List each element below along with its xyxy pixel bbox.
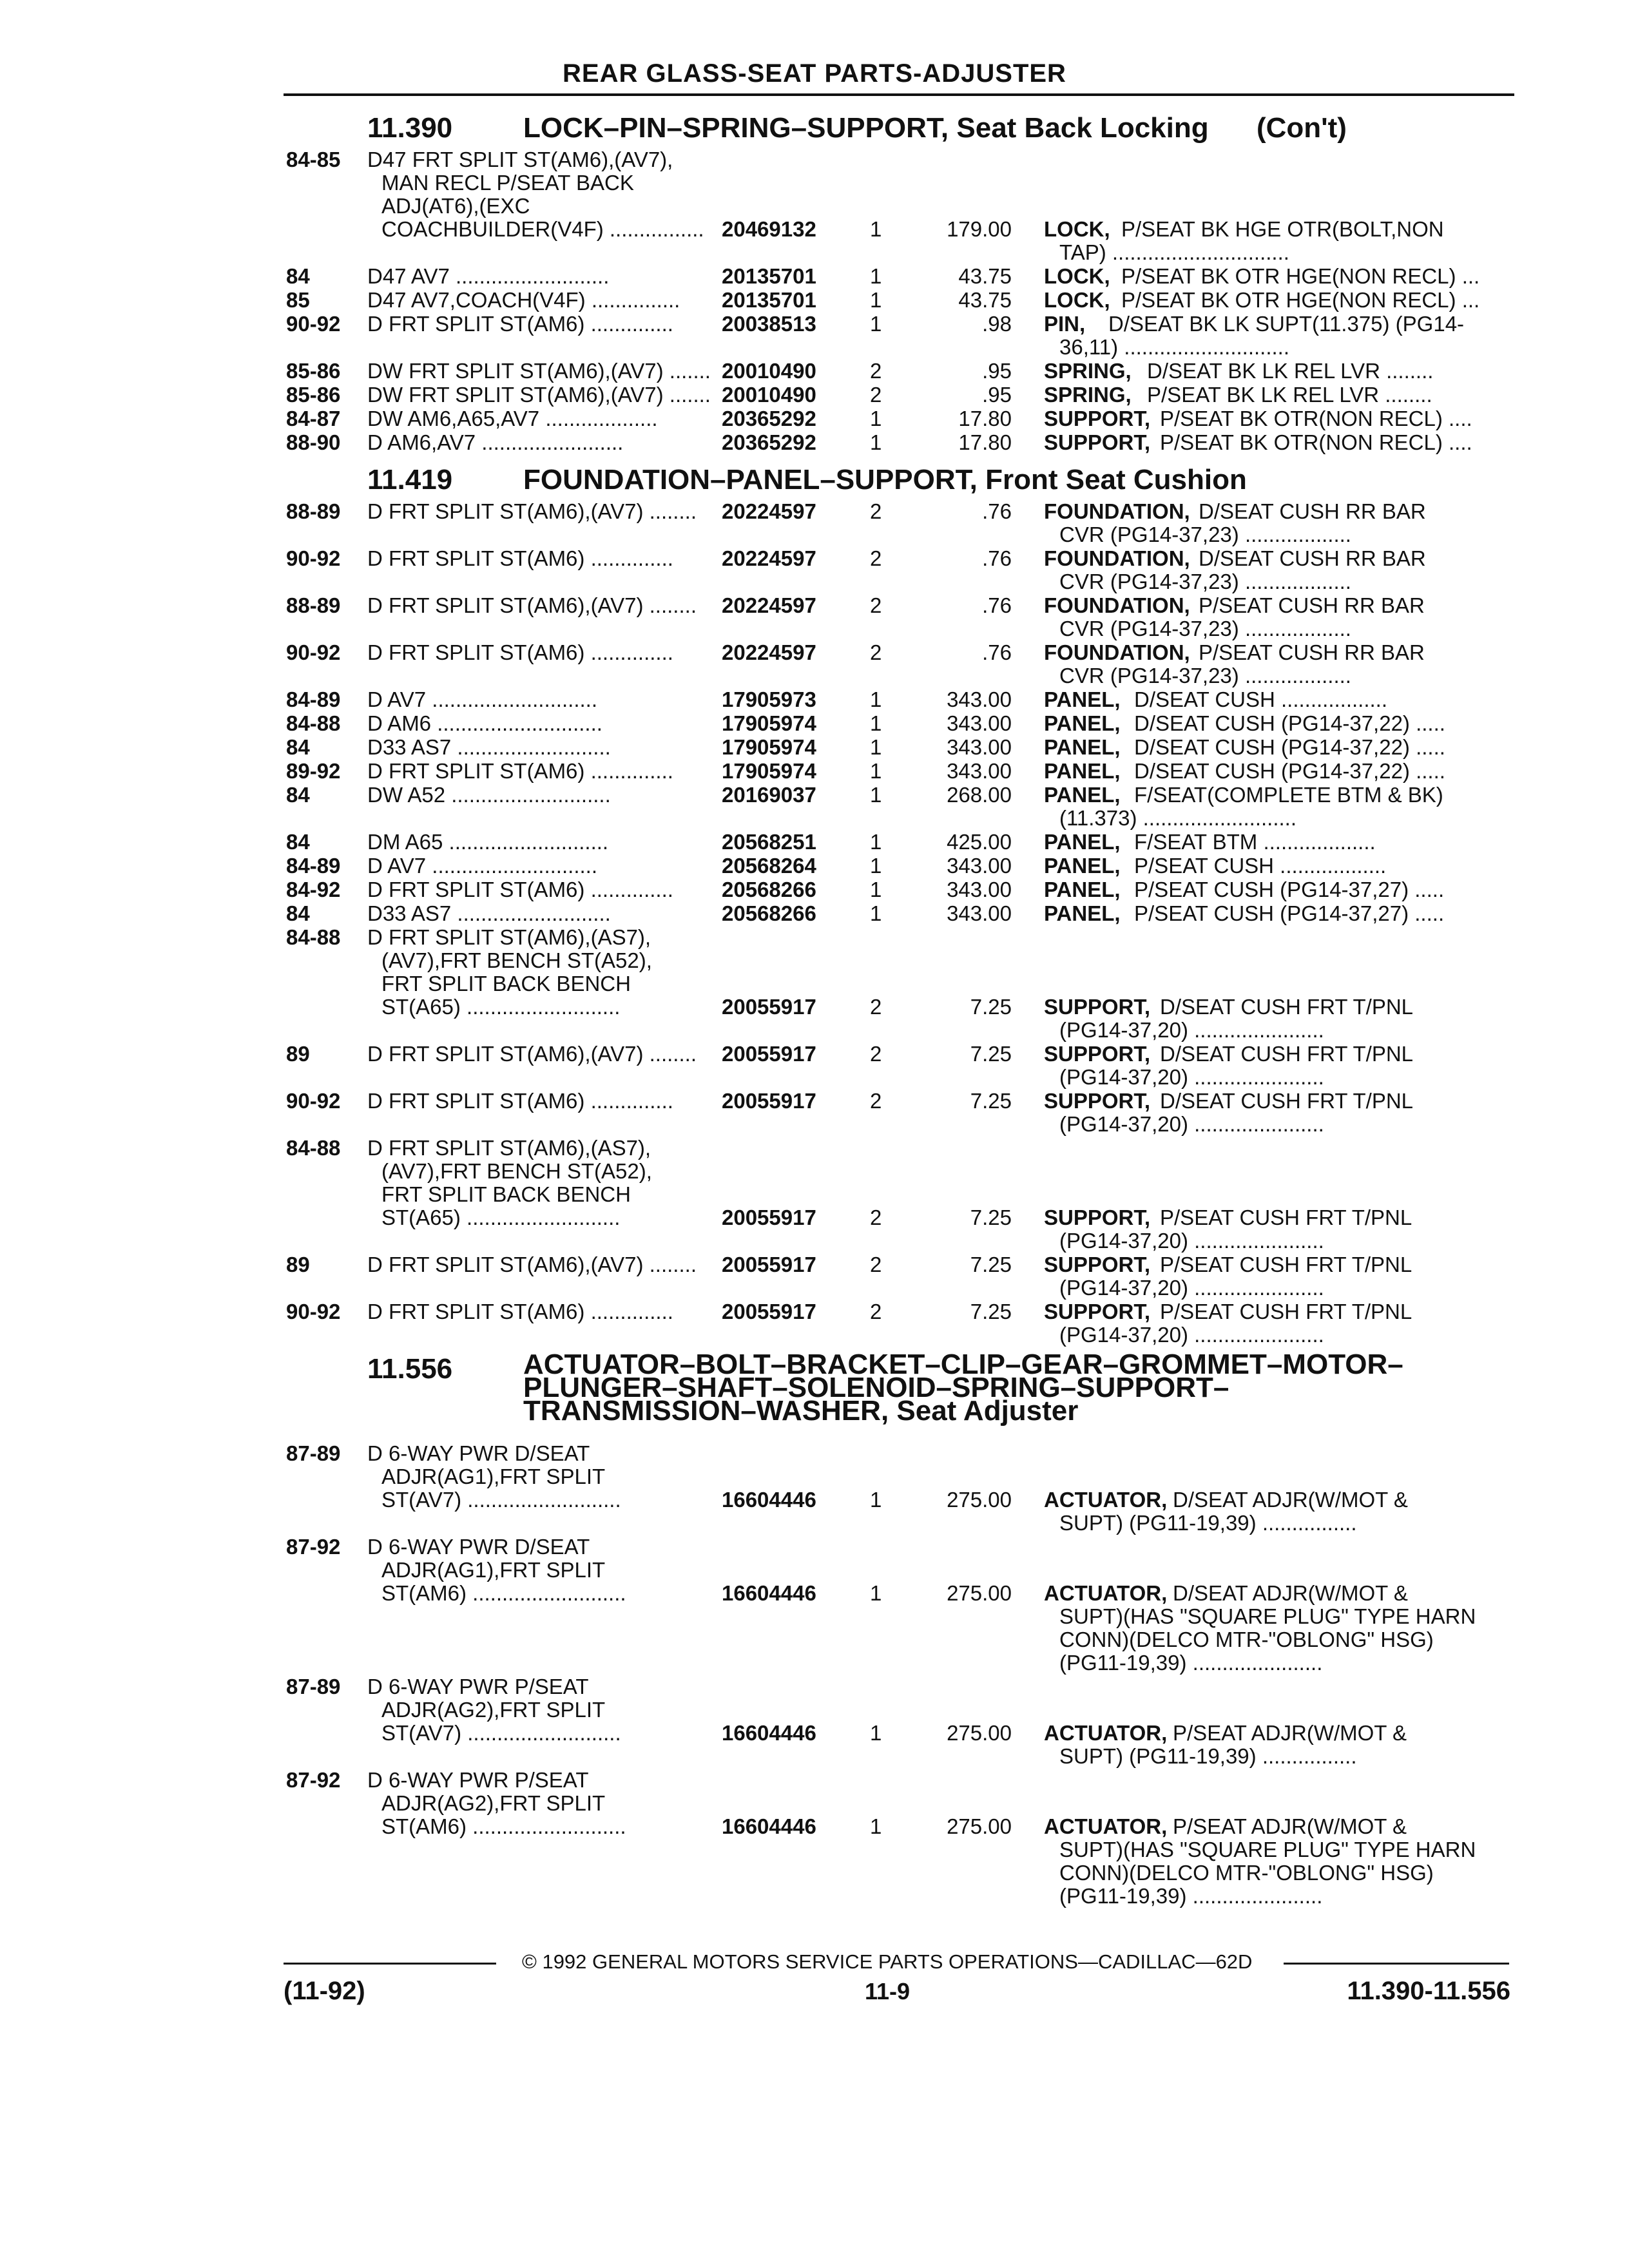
- model-years: 87-92: [286, 1768, 341, 1792]
- part-number: 20224597: [722, 593, 816, 617]
- application-description: D FRT SPLIT ST(AM6),(AV7) ........: [367, 1253, 697, 1276]
- part-description: (PG11-19,39) ......................: [1059, 1884, 1323, 1908]
- model-years: 87-92: [286, 1535, 341, 1559]
- model-years: 84-85: [286, 148, 341, 171]
- application-description: ADJR(AG2),FRT SPLIT: [381, 1791, 606, 1815]
- part-number: 20568266: [722, 901, 816, 925]
- model-years: 84: [286, 783, 310, 807]
- part-description: F/SEAT(COMPLETE BTM & BK): [1134, 783, 1443, 807]
- part-number: 20055917: [722, 1042, 816, 1066]
- part-description: SUPT)(HAS "SQUARE PLUG" TYPE HARN: [1059, 1838, 1476, 1861]
- quantity: 1: [870, 783, 882, 807]
- application-description: DW AM6,A65,AV7 ...................: [367, 407, 658, 430]
- model-years: 85-86: [286, 383, 341, 407]
- model-years: 84: [286, 264, 310, 288]
- part-number: 20568251: [722, 830, 816, 854]
- part-description: D/SEAT ADJR(W/MOT &: [1173, 1488, 1408, 1512]
- application-description: ST(AM6) ..........................: [381, 1814, 626, 1838]
- part-name: LOCK,: [1044, 217, 1110, 241]
- quantity: 2: [870, 383, 882, 407]
- part-name: FOUNDATION,: [1044, 546, 1190, 570]
- application-description: D 6-WAY PWR P/SEAT: [367, 1675, 589, 1698]
- price: 343.00: [947, 878, 1012, 901]
- part-description: (PG14-37,20) ......................: [1059, 1065, 1324, 1089]
- part-number: 17905974: [722, 711, 816, 735]
- part-description: 36,11) ............................: [1059, 335, 1290, 359]
- part-number: 20010490: [722, 383, 816, 407]
- quantity: 2: [870, 499, 882, 523]
- quantity: 2: [870, 1089, 882, 1113]
- part-number: 20169037: [722, 783, 816, 807]
- section-title-line: ACTUATOR–BOLT–BRACKET–CLIP–GEAR–GROMMET–MOTOR–: [523, 1349, 1403, 1380]
- quantity: 2: [870, 593, 882, 617]
- application-description: D FRT SPLIT ST(AM6),(AV7) ........: [367, 499, 697, 523]
- price: .76: [982, 499, 1012, 523]
- model-years: 90-92: [286, 1300, 341, 1323]
- application-description: DM A65 ...........................: [367, 830, 609, 854]
- footer-rule-left: [284, 1963, 496, 1965]
- page-header-title: REAR GLASS-SEAT PARTS-ADJUSTER: [563, 59, 1066, 88]
- part-number: 20365292: [722, 430, 816, 454]
- part-description: D/SEAT ADJR(W/MOT &: [1173, 1581, 1408, 1605]
- application-description: ST(A65) ..........................: [381, 1206, 621, 1229]
- part-name: PANEL,: [1044, 878, 1121, 901]
- quantity: 1: [870, 901, 882, 925]
- part-description: P/SEAT ADJR(W/MOT &: [1173, 1814, 1407, 1838]
- quantity: 1: [870, 312, 882, 336]
- footer-rule-right: [1284, 1963, 1509, 1965]
- part-name: ACTUATOR,: [1044, 1581, 1168, 1605]
- application-description: ST(AM6) ..........................: [381, 1581, 626, 1605]
- price: 7.25: [970, 1206, 1012, 1229]
- part-description: (11.373) ..........................: [1059, 806, 1297, 830]
- part-description: P/SEAT BK OTR HGE(NON RECL) ...: [1121, 288, 1480, 312]
- price: .76: [982, 593, 1012, 617]
- application-description: D FRT SPLIT ST(AM6) ..............: [367, 546, 673, 570]
- quantity: 1: [870, 759, 882, 783]
- part-name: PANEL,: [1044, 830, 1121, 854]
- part-description: P/SEAT CUSH RR BAR: [1199, 640, 1425, 664]
- application-description: D33 AS7 ..........................: [367, 901, 611, 925]
- part-description: F/SEAT BTM ...................: [1134, 830, 1376, 854]
- application-description: ADJR(AG1),FRT SPLIT: [381, 1558, 606, 1582]
- application-description: D 6-WAY PWR D/SEAT: [367, 1535, 590, 1559]
- price: 17.80: [958, 430, 1012, 454]
- part-description: (PG14-37,20) ......................: [1059, 1018, 1324, 1042]
- quantity: 1: [870, 830, 882, 854]
- part-number: 20365292: [722, 407, 816, 430]
- quantity: 1: [870, 1488, 882, 1512]
- footer-section-range: 11.390-11.556: [1347, 1977, 1510, 2005]
- price: 7.25: [970, 995, 1012, 1019]
- part-name: SPRING,: [1044, 383, 1132, 407]
- application-description: D FRT SPLIT ST(AM6) ..............: [367, 312, 673, 336]
- price: 275.00: [947, 1814, 1012, 1838]
- part-name: ACTUATOR,: [1044, 1721, 1168, 1745]
- part-description: P/SEAT ADJR(W/MOT &: [1173, 1721, 1407, 1745]
- model-years: 90-92: [286, 640, 341, 664]
- part-number: 20224597: [722, 640, 816, 664]
- part-description: CVR (PG14-37,23) ..................: [1059, 664, 1351, 687]
- part-number: 17905973: [722, 687, 816, 711]
- part-description: (PG14-37,20) ......................: [1059, 1276, 1324, 1300]
- footer-copyright: © 1992 GENERAL MOTORS SERVICE PARTS OPERATIONS—CADILLAC—62D: [522, 1950, 1253, 1973]
- section-title-line: PLUNGER–SHAFT–SOLENOID–SPRING–SUPPORT–: [523, 1372, 1229, 1403]
- quantity: 1: [870, 854, 882, 878]
- price: .76: [982, 640, 1012, 664]
- price: 343.00: [947, 687, 1012, 711]
- application-description: ADJ(AT6),(EXC: [381, 194, 530, 218]
- part-number: 20135701: [722, 288, 816, 312]
- application-description: DW FRT SPLIT ST(AM6),(AV7) .......: [367, 383, 711, 407]
- quantity: 1: [870, 1814, 882, 1838]
- part-name: PANEL,: [1044, 735, 1121, 759]
- part-name: ACTUATOR,: [1044, 1488, 1168, 1512]
- price: 7.25: [970, 1042, 1012, 1066]
- section-title: LOCK–PIN–SPRING–SUPPORT, Seat Back Locking: [523, 112, 1209, 144]
- part-number: 20055917: [722, 1253, 816, 1276]
- price: .76: [982, 546, 1012, 570]
- model-years: 84: [286, 901, 310, 925]
- part-name: PANEL,: [1044, 711, 1121, 735]
- application-description: ST(A65) ..........................: [381, 995, 621, 1019]
- model-years: 90-92: [286, 312, 341, 336]
- part-description: P/SEAT BK OTR(NON RECL) ....: [1160, 430, 1472, 454]
- price: 343.00: [947, 901, 1012, 925]
- part-name: PANEL,: [1044, 687, 1121, 711]
- quantity: 2: [870, 1300, 882, 1323]
- model-years: 84-89: [286, 854, 341, 878]
- part-number: 20010490: [722, 359, 816, 383]
- part-number: 17905974: [722, 759, 816, 783]
- part-name: SUPPORT,: [1044, 1089, 1151, 1113]
- price: .95: [982, 383, 1012, 407]
- section-number: 11.556: [367, 1353, 453, 1385]
- part-number: 17905974: [722, 735, 816, 759]
- part-description: P/SEAT CUSH FRT T/PNL: [1160, 1206, 1412, 1229]
- part-description: CONN)(DELCO MTR-"OBLONG" HSG): [1059, 1628, 1434, 1651]
- part-number: 20055917: [722, 1300, 816, 1323]
- part-number: 20224597: [722, 499, 816, 523]
- model-years: 88-89: [286, 499, 341, 523]
- section-number: 11.419: [367, 464, 453, 495]
- part-name: LOCK,: [1044, 288, 1110, 312]
- model-years: 90-92: [286, 1089, 341, 1113]
- part-description: D/SEAT CUSH RR BAR: [1199, 546, 1426, 570]
- model-years: 89: [286, 1042, 310, 1066]
- part-number: 20224597: [722, 546, 816, 570]
- application-description: ADJR(AG1),FRT SPLIT: [381, 1465, 606, 1488]
- application-description: D 6-WAY PWR D/SEAT: [367, 1441, 590, 1465]
- part-number: 20568266: [722, 878, 816, 901]
- part-name: LOCK,: [1044, 264, 1110, 288]
- part-description: P/SEAT CUSH (PG14-37,27) .....: [1134, 878, 1445, 901]
- part-description: P/SEAT CUSH RR BAR: [1199, 593, 1425, 617]
- part-description: CVR (PG14-37,23) ..................: [1059, 617, 1351, 640]
- part-name: SUPPORT,: [1044, 995, 1151, 1019]
- application-description: D FRT SPLIT ST(AM6),(AV7) ........: [367, 1042, 697, 1066]
- price: 275.00: [947, 1581, 1012, 1605]
- model-years: 88-89: [286, 593, 341, 617]
- part-name: PIN,: [1044, 312, 1086, 336]
- model-years: 84-88: [286, 711, 341, 735]
- quantity: 1: [870, 735, 882, 759]
- part-number: 20055917: [722, 995, 816, 1019]
- section-continued: (Con't): [1257, 112, 1347, 144]
- part-number: 20055917: [722, 1206, 816, 1229]
- price: 343.00: [947, 711, 1012, 735]
- model-years: 87-89: [286, 1675, 341, 1698]
- part-name: PANEL,: [1044, 759, 1121, 783]
- price: 268.00: [947, 783, 1012, 807]
- quantity: 2: [870, 1042, 882, 1066]
- price: 275.00: [947, 1488, 1012, 1512]
- price: 425.00: [947, 830, 1012, 854]
- application-description: D FRT SPLIT ST(AM6) ..............: [367, 759, 673, 783]
- application-description: D FRT SPLIT ST(AM6) ..............: [367, 640, 673, 664]
- price: 17.80: [958, 407, 1012, 430]
- application-description: ST(AV7) ..........................: [381, 1721, 621, 1745]
- part-description: D/SEAT BK LK SUPT(11.375) (PG14-: [1108, 312, 1465, 336]
- part-description: D/SEAT CUSH ..................: [1134, 687, 1388, 711]
- quantity: 1: [870, 217, 882, 241]
- part-description: CVR (PG14-37,23) ..................: [1059, 570, 1351, 593]
- part-name: FOUNDATION,: [1044, 499, 1190, 523]
- part-description: D/SEAT CUSH (PG14-37,22) .....: [1134, 711, 1445, 735]
- part-description: P/SEAT BK OTR(NON RECL) ....: [1160, 407, 1472, 430]
- model-years: 84-92: [286, 878, 341, 901]
- application-description: COACHBUILDER(V4F) ................: [381, 217, 704, 241]
- part-number: 20135701: [722, 264, 816, 288]
- part-name: SUPPORT,: [1044, 1206, 1151, 1229]
- part-name: SUPPORT,: [1044, 1253, 1151, 1276]
- part-description: P/SEAT CUSH FRT T/PNL: [1160, 1253, 1412, 1276]
- quantity: 1: [870, 878, 882, 901]
- footer-edition: (11-92): [284, 1977, 365, 2005]
- application-description: MAN RECL P/SEAT BACK: [381, 171, 634, 195]
- part-description: D/SEAT CUSH FRT T/PNL: [1160, 1089, 1414, 1113]
- part-description: (PG14-37,20) ......................: [1059, 1323, 1324, 1347]
- footer-page-number: 11-9: [865, 1978, 911, 2004]
- part-name: SUPPORT,: [1044, 430, 1151, 454]
- part-name: SUPPORT,: [1044, 1300, 1151, 1323]
- application-description: D FRT SPLIT ST(AM6),(AV7) ........: [367, 593, 697, 617]
- quantity: 2: [870, 359, 882, 383]
- price: 275.00: [947, 1721, 1012, 1745]
- quantity: 1: [870, 711, 882, 735]
- quantity: 1: [870, 1721, 882, 1745]
- application-description: FRT SPLIT BACK BENCH: [381, 1182, 631, 1206]
- quantity: 1: [870, 687, 882, 711]
- part-description: CVR (PG14-37,23) ..................: [1059, 523, 1351, 546]
- quantity: 2: [870, 546, 882, 570]
- part-description: P/SEAT BK LK REL LVR ........: [1147, 383, 1432, 407]
- model-years: 85-86: [286, 359, 341, 383]
- model-years: 88-90: [286, 430, 341, 454]
- part-name: SPRING,: [1044, 359, 1132, 383]
- price: .98: [982, 312, 1012, 336]
- application-description: D AM6,AV7 ........................: [367, 430, 624, 454]
- application-description: D AV7 ............................: [367, 854, 597, 878]
- application-description: FRT SPLIT BACK BENCH: [381, 972, 631, 995]
- part-description: P/SEAT CUSH FRT T/PNL: [1160, 1300, 1412, 1323]
- quantity: 1: [870, 264, 882, 288]
- part-number: 16604446: [722, 1721, 816, 1745]
- quantity: 1: [870, 288, 882, 312]
- part-description: SUPT) (PG11-19,39) ................: [1059, 1511, 1357, 1535]
- part-name: ACTUATOR,: [1044, 1814, 1168, 1838]
- part-number: 16604446: [722, 1581, 816, 1605]
- application-description: D33 AS7 ..........................: [367, 735, 611, 759]
- part-description: SUPT)(HAS "SQUARE PLUG" TYPE HARN: [1059, 1604, 1476, 1628]
- model-years: 90-92: [286, 546, 341, 570]
- model-years: 87-89: [286, 1441, 341, 1465]
- part-name: FOUNDATION,: [1044, 640, 1190, 664]
- part-number: 20568264: [722, 854, 816, 878]
- price: 343.00: [947, 854, 1012, 878]
- model-years: 85: [286, 288, 310, 312]
- part-number: 20469132: [722, 217, 816, 241]
- section-title: FOUNDATION–PANEL–SUPPORT, Front Seat Cushion: [523, 464, 1247, 495]
- application-description: D47 FRT SPLIT ST(AM6),(AV7),: [367, 148, 673, 171]
- header-rule: [284, 93, 1514, 96]
- application-description: DW FRT SPLIT ST(AM6),(AV7) .......: [367, 359, 711, 383]
- application-description: D FRT SPLIT ST(AM6) ..............: [367, 878, 673, 901]
- part-name: PANEL,: [1044, 854, 1121, 878]
- application-description: D 6-WAY PWR P/SEAT: [367, 1768, 589, 1792]
- application-description: D FRT SPLIT ST(AM6),(AS7),: [367, 1136, 651, 1160]
- application-description: ADJR(AG2),FRT SPLIT: [381, 1698, 606, 1722]
- price: 43.75: [958, 264, 1012, 288]
- part-description: P/SEAT CUSH (PG14-37,27) .....: [1134, 901, 1445, 925]
- model-years: 84-88: [286, 1136, 341, 1160]
- model-years: 84-89: [286, 687, 341, 711]
- price: 343.00: [947, 759, 1012, 783]
- application-description: D AM6 ............................: [367, 711, 602, 735]
- part-number: 16604446: [722, 1488, 816, 1512]
- quantity: 2: [870, 995, 882, 1019]
- part-description: P/SEAT CUSH ..................: [1134, 854, 1387, 878]
- application-description: D FRT SPLIT ST(AM6) ..............: [367, 1089, 673, 1113]
- part-name: SUPPORT,: [1044, 407, 1151, 430]
- part-name: PANEL,: [1044, 901, 1121, 925]
- part-description: SUPT) (PG11-19,39) ................: [1059, 1744, 1357, 1768]
- part-description: P/SEAT BK HGE OTR(BOLT,NON: [1121, 217, 1444, 241]
- quantity: 2: [870, 640, 882, 664]
- part-number: 20055917: [722, 1089, 816, 1113]
- model-years: 84: [286, 735, 310, 759]
- application-description: D47 AV7 ..........................: [367, 264, 610, 288]
- application-description: D AV7 ............................: [367, 687, 597, 711]
- price: 7.25: [970, 1089, 1012, 1113]
- quantity: 2: [870, 1253, 882, 1276]
- part-number: 20038513: [722, 312, 816, 336]
- model-years: 84-87: [286, 407, 341, 430]
- part-description: CONN)(DELCO MTR-"OBLONG" HSG): [1059, 1861, 1434, 1885]
- part-number: 16604446: [722, 1814, 816, 1838]
- application-description: D FRT SPLIT ST(AM6) ..............: [367, 1300, 673, 1323]
- application-description: (AV7),FRT BENCH ST(A52),: [381, 1159, 652, 1183]
- application-description: ST(AV7) ..........................: [381, 1488, 621, 1512]
- model-years: 84-88: [286, 925, 341, 949]
- part-name: FOUNDATION,: [1044, 593, 1190, 617]
- quantity: 1: [870, 407, 882, 430]
- price: 43.75: [958, 288, 1012, 312]
- application-description: D47 AV7,COACH(V4F) ...............: [367, 288, 680, 312]
- part-description: D/SEAT CUSH FRT T/PNL: [1160, 1042, 1414, 1066]
- part-description: D/SEAT CUSH (PG14-37,22) .....: [1134, 759, 1445, 783]
- price: 343.00: [947, 735, 1012, 759]
- quantity: 2: [870, 1206, 882, 1229]
- part-description: D/SEAT CUSH (PG14-37,22) .....: [1134, 735, 1445, 759]
- price: 7.25: [970, 1253, 1012, 1276]
- part-name: SUPPORT,: [1044, 1042, 1151, 1066]
- model-years: 89: [286, 1253, 310, 1276]
- part-description: D/SEAT CUSH RR BAR: [1199, 499, 1426, 523]
- part-description: TAP) ..............................: [1059, 240, 1289, 264]
- part-description: (PG14-37,20) ......................: [1059, 1112, 1324, 1136]
- application-description: (AV7),FRT BENCH ST(A52),: [381, 948, 652, 972]
- part-description: D/SEAT CUSH FRT T/PNL: [1160, 995, 1414, 1019]
- application-description: DW A52 ...........................: [367, 783, 611, 807]
- application-description: D FRT SPLIT ST(AM6),(AS7),: [367, 925, 651, 949]
- model-years: 89-92: [286, 759, 341, 783]
- part-name: PANEL,: [1044, 783, 1121, 807]
- section-title-line: TRANSMISSION–WASHER, Seat Adjuster: [523, 1395, 1079, 1427]
- part-description: (PG14-37,20) ......................: [1059, 1229, 1324, 1253]
- price: 7.25: [970, 1300, 1012, 1323]
- section-number: 11.390: [367, 112, 453, 144]
- price: .95: [982, 359, 1012, 383]
- model-years: 84: [286, 830, 310, 854]
- part-description: (PG11-19,39) ......................: [1059, 1651, 1323, 1675]
- part-description: D/SEAT BK LK REL LVR ........: [1147, 359, 1434, 383]
- quantity: 1: [870, 430, 882, 454]
- part-description: P/SEAT BK OTR HGE(NON RECL) ...: [1121, 264, 1480, 288]
- price: 179.00: [947, 217, 1012, 241]
- quantity: 1: [870, 1581, 882, 1605]
